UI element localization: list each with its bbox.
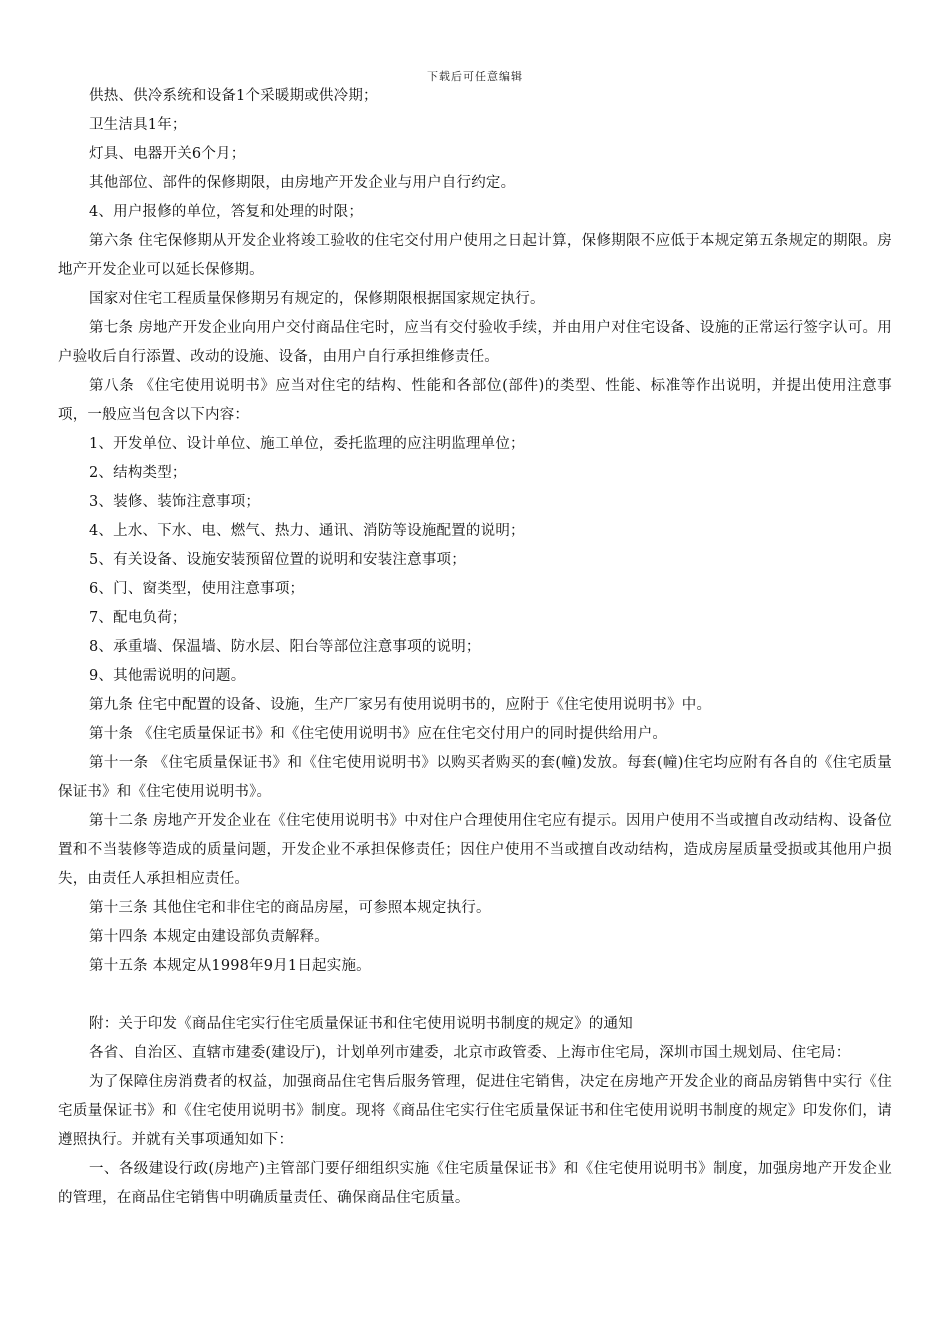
paragraph: 4、用户报修的单位，答复和处理的时限； [89, 204, 364, 220]
paragraph: 灯具、电器开关6个月； [89, 146, 246, 162]
article-15: 第十五条 本规定从1998年9月1日起实施。 [89, 958, 371, 974]
article-7: 第七条 房地产开发企业向用户交付商品住宅时，应当有交付验收手续，并由用户对住宅设备、设施的正常运行签字认可。用户验收后自行添置、改动的设施、设备，由用户自行承担维修责任。 [58, 320, 892, 365]
article-14: 第十四条 本规定由建设部负责解释。 [89, 929, 330, 945]
header-note: 下载后可任意编辑 [427, 70, 523, 83]
article-8: 第八条 《住宅使用说明书》应当对住宅的结构、性能和各部位(部件)的类型、性能、标准等作出说明，并提出使用注意事项，一般应当包含以下内容： [58, 378, 892, 423]
document-body [58, 82, 892, 1213]
paragraph: 国家对住宅工程质量保修期另有规定的，保修期限根据国家规定执行。 [89, 291, 545, 307]
article-13: 第十三条 其他住宅和非住宅的商品房屋，可参照本规定执行。 [89, 900, 491, 916]
article-9: 第九条 住宅中配置的设备、设施，生产厂家另有使用说明书的，应附于《住宅使用说明书》中。 [89, 697, 712, 713]
list-item: 8、承重墙、保温墙、防水层、阳台等部位注意事项的说明； [89, 639, 481, 655]
list-item: 2、结构类型； [89, 465, 187, 481]
list-item: 7、配电负荷； [89, 610, 187, 626]
list-item: 1、开发单位、设计单位、施工单位，委托监理的应注明监理单位； [89, 436, 525, 452]
appendix-title: 附：关于印发《商品住宅实行住宅质量保证书和住宅使用说明书制度的规定》的通知 [89, 1016, 633, 1032]
article-12: 第十二条 房地产开发企业在《住宅使用说明书》中对住户合理使用住宅应有提示。因用户使用不当或擅自改动结构、设备位置和不当装修等造成的质量问题，开发企业不承担保修责任；因住户使用不当或擅自改动结构，造成房屋质量受损或其他用户损失，由责任人承担相应责任。 [58, 813, 892, 887]
list-item: 5、有关设备、设施安装预留位置的说明和安装注意事项； [89, 552, 466, 568]
paragraph: 供热、供冷系统和设备1个采暖期或供冷期； [89, 88, 378, 104]
list-item: 4、上水、下水、电、燃气、热力、通讯、消防等设施配置的说明； [89, 523, 525, 539]
section-spacer [58, 981, 892, 1010]
notice-paragraph: 为了保障住房消费者的权益，加强商品住宅售后服务管理，促进住宅销售，决定在房地产开发企业的商品房销售中实行《住宅质量保证书》和《住宅使用说明书》制度。现将《商品住宅实行住宅质量保证书和住宅使用说明书制度的规定》印发你们，请遵照执行。并就有关事项通知如下： [58, 1074, 892, 1148]
list-item: 9、其他需说明的问题。 [89, 668, 246, 684]
list-item: 6、门、窗类型，使用注意事项； [89, 581, 305, 597]
article-6: 第六条 住宅保修期从开发企业将竣工验收的住宅交付用户使用之日起计算，保修期限不应低于本规定第五条规定的期限。房地产开发企业可以延长保修期。 [58, 233, 892, 278]
article-11: 第十一条 《住宅质量保证书》和《住宅使用说明书》以购买者购买的套(幢)发放。每套(幢)住宅均应附有各自的《住宅质量保证书》和《住宅使用说明书》。 [58, 755, 892, 800]
paragraph: 卫生洁具1年； [89, 117, 187, 133]
list-item: 3、装修、装饰注意事项； [89, 494, 261, 510]
notice-paragraph: 一、各级建设行政(房地产)主管部门要仔细组织实施《住宅质量保证书》和《住宅使用说明书》制度，加强房地产开发企业的管理，在商品住宅销售中明确质量责任、确保商品住宅质量。 [58, 1161, 892, 1206]
article-10: 第十条 《住宅质量保证书》和《住宅使用说明书》应在住宅交付用户的同时提供给用户。 [89, 726, 668, 742]
notice-addressees: 各省、自治区、直辖市建委(建设厅)，计划单列市建委，北京市政管委、上海市住宅局，深圳市国土规划局、住宅局： [89, 1045, 851, 1061]
paragraph: 其他部位、部件的保修期限，由房地产开发企业与用户自行约定。 [89, 175, 516, 191]
